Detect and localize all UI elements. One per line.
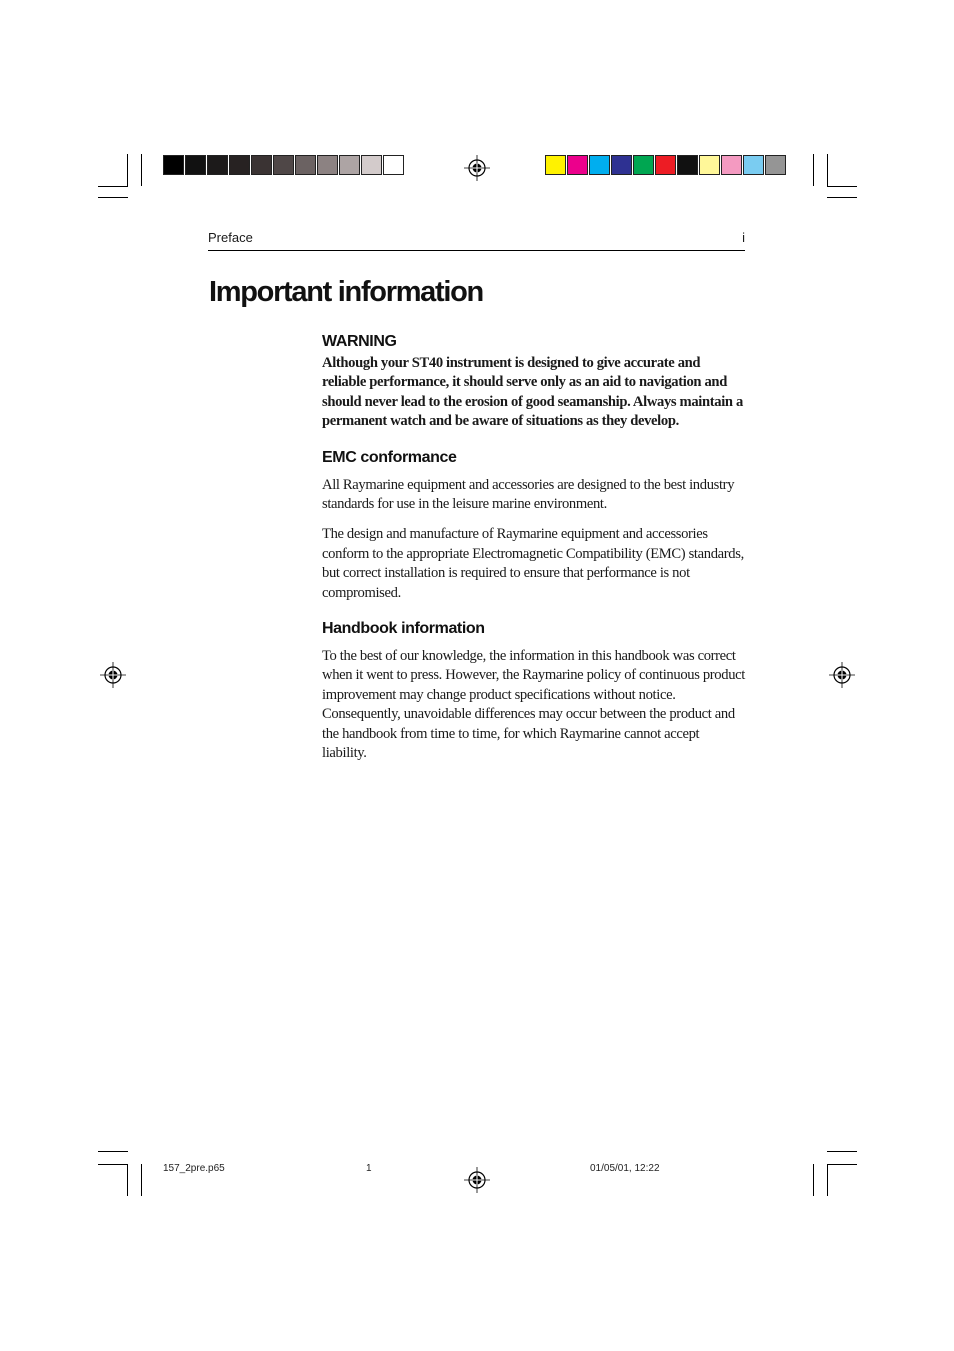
warning-heading: WARNING (322, 333, 397, 350)
emc-section (322, 449, 747, 603)
color-swatch (655, 155, 676, 175)
process-color-bar (545, 155, 787, 175)
footer-page: 1 (366, 1163, 372, 1174)
color-swatch (163, 155, 184, 175)
crop-mark (127, 154, 128, 186)
emc-heading: EMC conformance (322, 448, 457, 466)
handbook-section (322, 620, 747, 763)
color-swatch (207, 155, 228, 175)
color-swatch (721, 155, 742, 175)
crop-mark (827, 154, 828, 186)
page-title: Important information (209, 276, 483, 308)
registration-mark-icon (98, 660, 128, 690)
handbook-heading: Handbook information (322, 620, 485, 638)
color-swatch (251, 155, 272, 175)
crop-mark (827, 1164, 828, 1196)
crop-mark (813, 1164, 814, 1196)
emc-paragraph: The design and manufacture of Raymarine equipment and accessories conform to the appropriate Electromagnetic Compatibility (EMC) standards, but correct installation is required to ensure that performance is not compromised. (322, 526, 744, 601)
color-swatch (589, 155, 610, 175)
main-content (322, 333, 747, 764)
registration-mark-icon (827, 660, 857, 690)
footer-timestamp: 01/05/01, 12:22 (590, 1163, 660, 1174)
color-swatch (185, 155, 206, 175)
color-swatch (567, 155, 588, 175)
color-swatch (317, 155, 338, 175)
section-label: Preface (208, 230, 253, 245)
crop-mark (127, 1164, 128, 1196)
crop-mark (813, 154, 814, 186)
crop-mark (827, 186, 857, 187)
color-swatch (611, 155, 632, 175)
grey-color-bar (163, 155, 405, 175)
crop-mark (98, 186, 128, 187)
footer-filename: 157_2pre.p65 (163, 1163, 225, 1174)
color-swatch (765, 155, 786, 175)
handbook-paragraph: To the best of our knowledge, the information in this handbook was correct when it went to press. However, the Raymarine policy of continuous product improvement may change product specifications without notice. Consequently, unavoidable differences may occur between the product and the handbook from time to time, for which Raymarine cannot accept liability. (322, 648, 745, 762)
warning-text: Although your ST40 instrument is designed to give accurate and reliable performance, it should serve only as an aid to navigation and should never lead to the erosion of good seamanship. Always maintain a permanent watch and be aware of situations as they develop. (322, 355, 743, 430)
page-number: i (742, 230, 745, 245)
color-swatch (677, 155, 698, 175)
color-swatch (633, 155, 654, 175)
crop-mark (141, 1164, 142, 1196)
registration-mark-icon (462, 1165, 492, 1195)
warning-section (322, 333, 747, 432)
crop-mark (827, 197, 857, 198)
crop-mark (827, 1164, 857, 1165)
color-swatch (545, 155, 566, 175)
crop-mark (98, 1151, 128, 1152)
crop-mark (98, 1164, 128, 1165)
emc-paragraph: All Raymarine equipment and accessories are designed to the best industry standards for use in the leisure marine environment. (322, 476, 735, 513)
color-swatch (273, 155, 294, 175)
color-swatch (699, 155, 720, 175)
color-swatch (383, 155, 404, 175)
crop-mark (141, 154, 142, 186)
color-swatch (743, 155, 764, 175)
running-header (208, 230, 745, 251)
color-swatch (295, 155, 316, 175)
color-swatch (229, 155, 250, 175)
crop-mark (827, 1151, 857, 1152)
color-swatch (361, 155, 382, 175)
crop-mark (98, 197, 128, 198)
registration-mark-icon (462, 153, 492, 183)
color-swatch (339, 155, 360, 175)
